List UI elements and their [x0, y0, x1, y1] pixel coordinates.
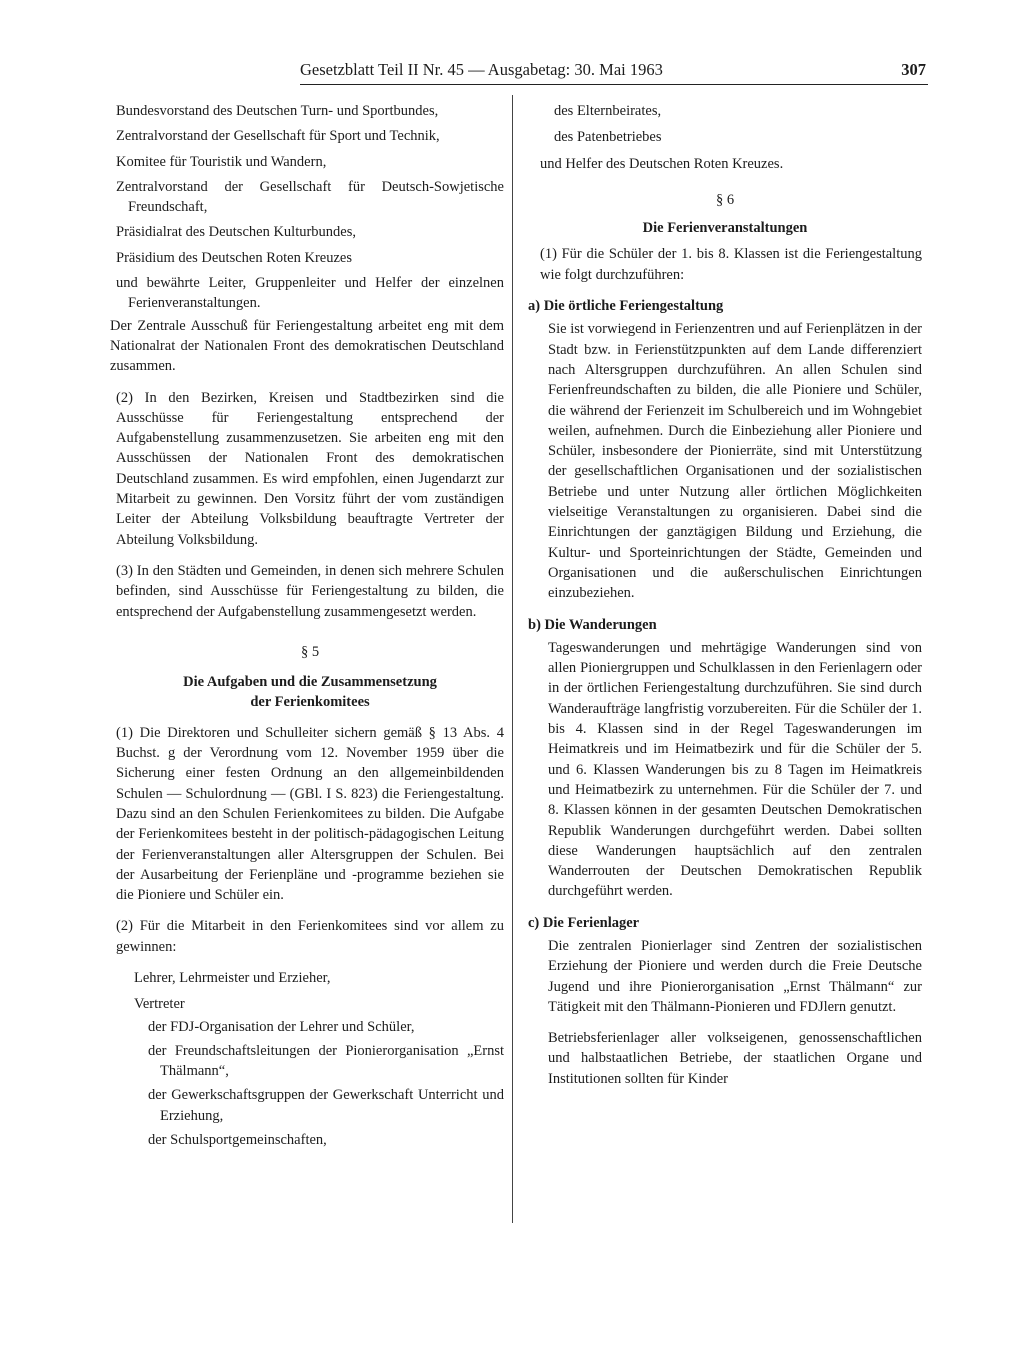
sub-list-item: der FDJ-Organisation der Lehrer und Schüler,: [148, 1018, 415, 1035]
paragraph: Betriebsferienlager aller volkseigenen, genossenschaftlichen und halbstaatlichen Betriebe, der staatlichen Organe und Institutionen sollten für Kinder: [548, 1030, 922, 1087]
list-item: Präsidialrat des Deutschen Kulturbundes,: [116, 224, 357, 241]
subsection-heading: a) Die örtliche Feriengestaltung: [528, 298, 724, 315]
column-divider: [512, 95, 513, 1223]
list-item: Komitee für Touristik und Wandern,: [116, 153, 327, 170]
section-title: Die Ferienveranstaltungen: [642, 220, 808, 237]
subsection-heading: b) Die Wanderungen: [528, 616, 657, 633]
section-title: der Ferienkomitees: [250, 694, 370, 711]
subsection-heading: c) Die Ferienlager: [528, 914, 640, 931]
section-number: § 5: [300, 643, 320, 660]
paragraph: (2) Für die Mitarbeit in den Ferienkomitees sind vor allem zu gewinnen:: [116, 918, 504, 955]
list-item: Bundesvorstand des Deutschen Turn- und Sportbundes,: [116, 103, 439, 119]
gazette-title: Gesetzblatt Teil II Nr. 45 — Ausgabetag: 30. Mai 1963: [300, 60, 663, 79]
section-number: § 6: [715, 191, 735, 208]
sub-list: [116, 1017, 504, 1151]
list-item: Zentralvorstand der Gesellschaft für Deutsch-Sowjetische Freundschaft,: [116, 178, 504, 216]
sub-list-item: der Schulsportgemeinschaften,: [148, 1132, 327, 1149]
paragraph: Die zentralen Pionierlager sind Zentren der sozialistischen Erziehung der Pioniere und werden durch die Freie Deutsche Jugend und ihre Pionierorganisation „Ernst Thälmann“ zur Tätigkeit mit den Thälmann-Pionieren und FDJlern genutzt.: [548, 937, 922, 1015]
list-item: Zentralvorstand der Gesellschaft für Sport und Technik,: [116, 128, 440, 145]
list-item: und bewährte Leiter, Gruppenleiter und Helfer der einzelnen Ferienveranstaltungen.: [116, 275, 504, 312]
paragraph: (2) In den Bezirken, Kreisen und Stadtbezirken sind die Ausschüsse für Feriengestaltung entsprechend der Aufgabenstellung zusammenzusetzen. Sie arbeiten eng mit den Ausschüssen der Nationalen Front des demokratischen Deutschland zusammen. Es wird empfohlen, einen Jugendarzt zur Mitarbeit zu gewinnen. Den Vorsitz führt der vom zuständigen Leiter der Abteilung Volksbildung beauftragte Vertreter der Abteilung Volksbildung.: [116, 389, 504, 548]
page-header: [300, 58, 928, 85]
list-item: Lehrer, Lehrmeister und Erzieher,: [134, 969, 331, 986]
sub-list-item: der Gewerkschaftsgruppen der Gewerkschaft Unterricht und Erziehung,: [148, 1087, 504, 1124]
paragraph: Sie ist vorwiegend in Ferienzentren und auf Ferienplätzen in der Stadt bzw. in Ferienstützpunkten auf dem Lande differenziert nach Altersgruppen durchzuführen. An allen Schulen sind Ferienfreundschaften zu bilden, die alle Pioniere und Schüler, die während der Ferienzeit im Schulbereich und im Wohngebiet weilen, aufnehmen. Durch die Einbeziehung aller Pioniere und Schüler, insbesondere der Pionierräte, sind mit Unterstützung der gesellschaftlichen Organisationen und der sozialistischen Betriebe und unter Nutzung aller örtlichen Möglichkeiten vielseitige Veranstaltungen zu organisieren. Dabei sind die Einrichtungen der ganztägigen Bildung und Erziehung, die Kultur- und Sporteinrichtungen der Städte, Gemeinden und Organisationen und die außerschulischen Einrichtungen einzubeziehen.: [548, 321, 922, 602]
left-column: [110, 101, 504, 1154]
paragraph: Tageswanderungen und mehrtägige Wanderungen sind von allen Pioniergruppen und Schulklassen in den Ferienlagern oder in der örtlichen Feriengestaltung durchzuführen. Sie sind durch Wanderaufträge langfristig vorzubereiten. Für die Schüler der 1. bis 4. Klassen sind in der Regel Tageswanderungen im Heimatkreis und im Heimatbezirk und für die Schüler der 5. und 6. Klassen Wanderungen bis zu 8 Tagen im Heimatkreis und Heimatbezirk zu unternehmen. Für die Schüler der 7. und 8. Klassen können in der gesamten Deutschen Demokratischen Republik Wanderungen durchgeführt werden. Dabei sollten diese Wanderungen hauptsächlich auf den zentralen Wanderrouten der Deutschen Demokratischen Republik durchgeführt werden.: [548, 639, 922, 900]
list-item: des Elternbeirates,: [554, 103, 662, 119]
paragraph: (3) In den Städten und Gemeinden, in denen sich mehrere Schulen befinden, sind Ausschüsse für Feriengestaltung zu bilden, die entsprechend der Aufgabenstellung zusammengesetzt werden.: [116, 562, 504, 620]
right-column: [528, 101, 922, 1089]
list-item: Präsidium des Deutschen Roten Kreuzes: [116, 249, 352, 266]
list-item: und Helfer des Deutschen Roten Kreuzes.: [540, 155, 784, 172]
sub-list-item: der Freundschaftsleitungen der Pionierorganisation „Ernst Thälmann“,: [148, 1042, 504, 1080]
list-item: Vertreter: [134, 996, 185, 1013]
list-item: des Patenbetriebes: [554, 129, 662, 146]
section-title: Die Aufgaben und die Zusammensetzung: [183, 674, 437, 691]
paragraph: (1) Die Direktoren und Schulleiter sichern gemäß § 13 Abs. 4 Buchst. g der Verordnung vom 12. November 1959 über die Sicherung einer festen Ordnung an den allgemeinbildenden Schulen — Schulordnung — (GBl. I S. 823) die Feriengestaltung. Dazu sind an den Schulen Ferienkomitees zu bilden. Die Aufgabe der Ferienkomitees besteht in der politisch-pädagogischen Leitung der Ferienveranstaltungen aller Altersgruppen der Schulen. Bei der Ausarbeitung der Ferienpläne und -programme beziehen sie die Pioniere und Schüler ein.: [116, 724, 504, 904]
paragraph: Der Zentrale Ausschuß für Feriengestaltung arbeitet eng mit dem Nationalrat der Nationalen Front des demokratischen Deutschland zusammen.: [110, 317, 504, 375]
paragraph: (1) Für die Schüler der 1. bis 8. Klassen ist die Feriengestaltung wie folgt durchzuführen:: [540, 246, 922, 283]
page-number: 307: [901, 60, 926, 79]
